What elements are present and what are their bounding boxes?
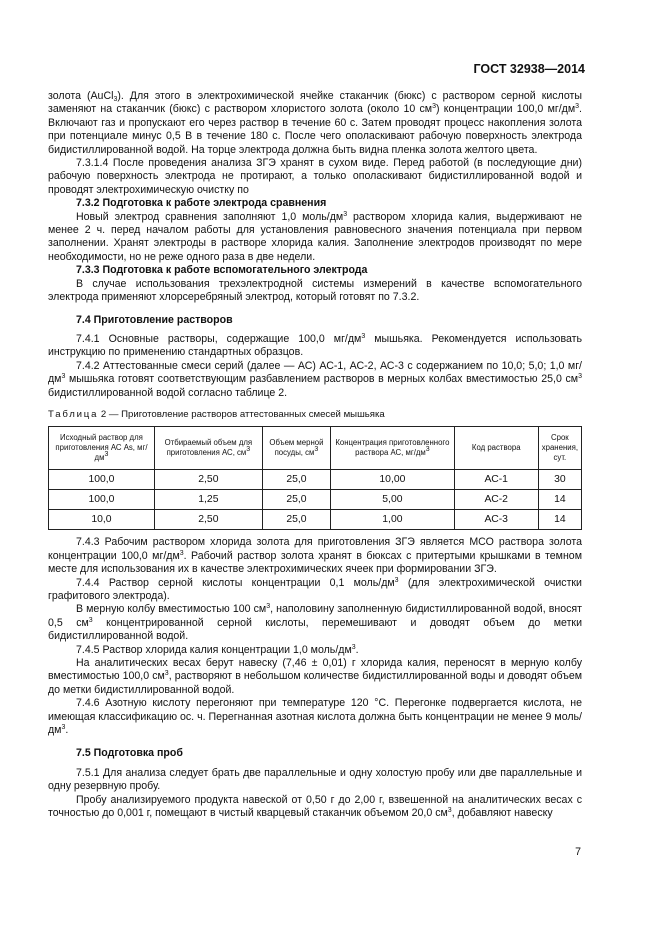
table-cell: 100,0 xyxy=(49,470,155,490)
table-cell: 10,0 xyxy=(49,510,155,530)
table-caption: Таблица 2 — Приготовление растворов аттестованных смесей мышьяка xyxy=(48,408,385,420)
paragraph-7-3-3: В случае использования трехэлектродной системы измерений в качестве вспомогательного электрода применяют хлорсеребряный электрод, который готовят по 7.3.2. xyxy=(48,277,582,304)
paragraph-7-4-2: 7.4.2 Аттестованные смеси серий (далее — АС) АС-1, АС-2, АС-3 с содержанием по 10,0; 5,0; 1,0 $мг/дм^3$ мышьяка готовят соответствующим разбавлением растворов в мерных колбах вместимостью 25,0 $см^3$ бидистиллированной водой согласно таблице 2. xyxy=(48,359,582,399)
table-cell: 1,00 xyxy=(331,510,455,530)
paragraph-7-4-4: 7.4.4 Раствор серной кислоты концентрации 0,1 моль/$дм^3$ (для электрохимической очистки графитового электрода). xyxy=(48,576,582,602)
table-cell: 2,50 xyxy=(154,510,262,530)
table-cell: АС-3 xyxy=(454,510,538,530)
col-header-volume-taken: Отбираемый объем для приготовления АС, $см^3$ xyxy=(154,427,262,470)
table-cell: 1,25 xyxy=(154,490,262,510)
heading-7-5: 7.5 Подготовка проб xyxy=(76,747,183,760)
table-cell: 25,0 xyxy=(262,510,330,530)
table-cell: 14 xyxy=(538,490,581,510)
paragraph-gold-electrode: золота (AuCl$_3$). Для этого в электрохимической ячейке стаканчик (бюкс) с раствором серной кислоты заменяют на стаканчик (бюкс) с раствором хлористого золота (около 10 $см^3$) концентрации 100,0 $мг/дм^3$. Включают газ и пропускают его через раствор в течение 60 с. Затем проводят процесс накопления золота при потенциале минус 0,5 В в течение 180 с. После чего ополаскивают рабочую поверхность электрода бидистиллированной водой. На торце электрода должна быть видна пленка золота желтого цвета. xyxy=(48,90,582,156)
paragraph-7-5-1: 7.5.1 Для анализа следует брать две параллельные и одну холостую пробу или две параллельные и одну резервную пробу. xyxy=(48,766,582,793)
col-header-shelf-life: Срок хранения, сут. xyxy=(538,427,581,470)
table-row xyxy=(49,490,582,510)
paragraph-7-4-3: 7.4.3 Рабочим раствором хлорида золота для приготовления ЗГЭ является МСО раствора золота концентрации 100,0 $мг/дм^3$. Рабочий раствор золота хранят в бюксах с притертыми крышками в темном месте для использования их в качестве электрохимических ячеек при формировании ЗГЭ. xyxy=(48,536,582,576)
paragraph-7-5-1-procedure: Пробу анализируемого продукта навеской от 0,50 г до 2,00 г, взвешенной на аналитических весах с точностью до 0,001 г, помещают в чистый кварцевый стаканчик объемом 20,0 $см^3$, добавляют навеску xyxy=(48,793,582,820)
table-cell: 25,0 xyxy=(262,490,330,510)
table-cell: 25,0 xyxy=(262,470,330,490)
paragraph-7-4-5: 7.4.5 Раствор хлорида калия концентрации 1,0 моль/$дм^3$. xyxy=(76,643,359,656)
document-body xyxy=(48,90,582,820)
heading-7-4: 7.4 Приготовление растворов xyxy=(76,313,233,326)
paragraph-7-4-6: 7.4.6 Азотную кислоту перегоняют при температуре 120 °С. Перегонке подвергается кислота, не имеющая классификацию ос. ч. Перегнанная азотная кислота должна быть концентрации не менее 9 моль/$дм^3$. xyxy=(48,697,582,737)
table-cell: АС-1 xyxy=(454,470,538,490)
table-row xyxy=(49,470,582,490)
paragraph-7-4-4-procedure: В мерную колбу вместимостью 100 $см^3$, наполовину заполненную бидистиллированной водой, вносят 0,5 $см^3$ концентрированной серной кислоты, перемешивают и доводят объем до метки бидистиллированной водой. xyxy=(48,603,582,643)
table-header-row xyxy=(49,427,582,470)
heading-7-3-3: 7.3.3 Подготовка к работе вспомогательного электрода xyxy=(76,264,368,277)
heading-7-3-2: 7.3.2 Подготовка к работе электрода сравнения xyxy=(76,197,327,210)
table-cell: 10,00 xyxy=(331,470,455,490)
table-row xyxy=(49,510,582,530)
col-header-source-solution: Исходный раствор для приготовления АС As, $мг/дм^3$ xyxy=(49,427,155,470)
as-solutions-table xyxy=(48,426,582,530)
table-cell: 30 xyxy=(538,470,581,490)
table-cell: 14 xyxy=(538,510,581,530)
paragraph-7-3-1-4: 7.3.1.4 После проведения анализа ЗГЭ хранят в сухом виде. Перед работой (в последующие дни) рабочую поверхность электрода не протирают, а только ополаскивают бидистиллированной водой и проводят электрохимическую очистку по xyxy=(48,157,582,196)
table-cell: 5,00 xyxy=(331,490,455,510)
page-number: 7 xyxy=(575,846,581,858)
paragraph-7-4-1: 7.4.1 Основные растворы, содержащие 100,0 $мг/дм^3$ мышьяка. Рекомендуется использовать инструкцию по применению стандартных образцов. xyxy=(48,332,582,359)
paragraph-7-3-2: Новый электрод сравнения заполняют 1,0 моль/$дм^3$ раствором хлорида калия, выдерживают не менее 2 ч. перед началом работы для установления равновесного значения потенциала при первом заполнении. Хранят электроды в растворе хлорида калия. Заполнение электродов производят по мере необходимости, но не реже одного раза в две недели. xyxy=(48,210,582,263)
col-header-concentration: Концентрация приготовленного раствора АС, $мг/дм^3$ xyxy=(331,427,455,470)
col-header-solution-code: Код раствора xyxy=(454,427,538,470)
paragraph-7-4-5-procedure: На аналитических весах берут навеску (7,46 ± 0,01) г хлорида калия, переносят в мерную колбу вместимостью 100,0 $см^3$, растворяют в небольшом количестве бидистиллированной воды и доводят объем до метки бидистиллированной водой. xyxy=(48,657,582,696)
table-cell: 100,0 xyxy=(49,490,155,510)
table-cell: 2,50 xyxy=(154,470,262,490)
table-cell: АС-2 xyxy=(454,490,538,510)
col-header-flask-volume: Объем мерной посуды, $см^3$ xyxy=(262,427,330,470)
standard-header: ГОСТ 32938—2014 xyxy=(473,62,585,76)
